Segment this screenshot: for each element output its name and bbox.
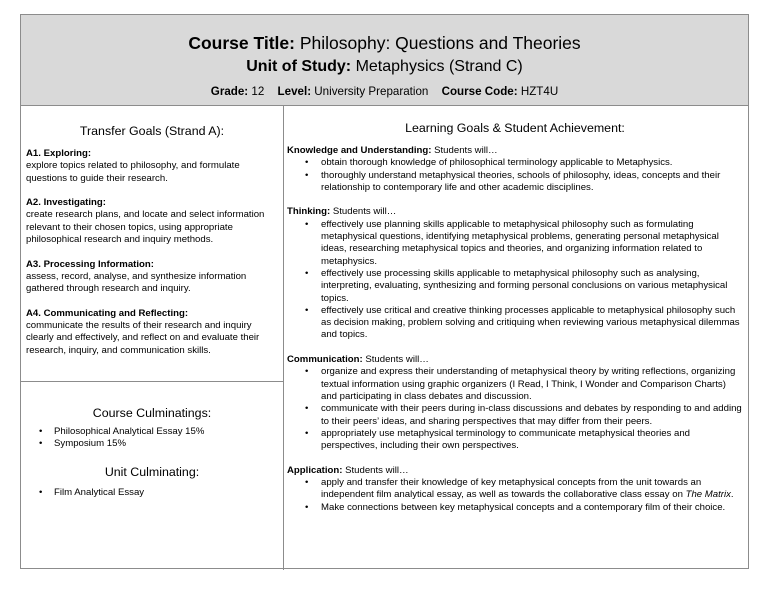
communication-section bbox=[287, 354, 743, 452]
transfer-goal-text: communicate the results of their research and inquiry clearly and effectively, and reflect on and evaluate their research, inquiry, and communication skills. bbox=[26, 320, 260, 356]
grade-label: Grade: bbox=[210, 85, 249, 98]
film-title: The Matrix bbox=[685, 489, 731, 501]
application-lead: Students will… bbox=[342, 464, 409, 476]
list-item: • Philosophical Analytical Essay 15% bbox=[26, 426, 278, 438]
list-item: • Film Analytical Essay bbox=[26, 487, 278, 499]
level-label: Level: bbox=[277, 85, 312, 98]
unit-culminating-list bbox=[26, 487, 278, 499]
transfer-goal-label: A1. Exploring: bbox=[26, 148, 92, 159]
knowledge-label: Knowledge and Understanding: bbox=[287, 145, 432, 156]
thinking-list bbox=[287, 219, 743, 342]
thinking-label: Thinking: bbox=[287, 206, 331, 218]
transfer-goal-a3 bbox=[26, 259, 278, 296]
course-header bbox=[21, 15, 748, 106]
list-item: • organize and express their understanding of metaphysical theory by writing reflections, organizing textual information using graphic organizers (I Read, I Think, I Wonder and Comparison Charts) and participating in class debates and discussion. bbox=[287, 366, 743, 403]
transfer-goals-section bbox=[26, 113, 278, 369]
communication-label: Communication: bbox=[287, 354, 363, 366]
learning-goals-section bbox=[287, 113, 743, 526]
application-section bbox=[287, 465, 743, 514]
course-title-line bbox=[21, 33, 748, 53]
course-code-value: HZT4U bbox=[520, 85, 559, 98]
thinking-section bbox=[287, 206, 743, 341]
transfer-goal-text: explore topics related to philosophy, and formulate questions to guide their research. bbox=[26, 160, 240, 184]
course-code-label: Course Code: bbox=[441, 85, 518, 98]
application-item-end: . bbox=[730, 489, 734, 501]
transfer-goal-label: A3. Processing Information: bbox=[26, 258, 154, 270]
application-item-text: apply and transfer their knowledge of key metaphysical concepts from the unit towards an independent film analytical essay, as well as towards the collaborative class essay on bbox=[321, 477, 702, 501]
list-item: • effectively use critical and creative thinking processes applicable to metaphysical philosophy such as decision making, problem solving and critiquing when reviewing various metaphysical dilemmas and topics. bbox=[287, 305, 743, 342]
communication-lead: Students will… bbox=[362, 354, 429, 366]
list-item: • effectively use planning skills applicable to metaphysical philosophy such as formulating metaphysical questions, identifying metaphysical problems, generating personal metaphysical ideas, researching metaphysical topics and theories, and organizing information related to metaphysics. bbox=[287, 219, 743, 268]
course-title-label: Course Title: bbox=[188, 33, 295, 53]
application-label: Application: bbox=[287, 464, 343, 476]
thinking-lead: Students will… bbox=[330, 206, 397, 218]
document-frame bbox=[20, 14, 749, 569]
transfer-goal-a1 bbox=[26, 148, 278, 185]
knowledge-section bbox=[287, 145, 743, 194]
list-item: • Make connections between key metaphysical concepts and a contemporary film of their choice. bbox=[287, 502, 743, 514]
column-divider bbox=[283, 106, 284, 570]
list-item: • communicate with their peers during in-class discussions and debates by responding to and adding to their peers’ ideas, and sharing perspectives that may differ from their peers. bbox=[287, 403, 743, 428]
course-culminatings-list bbox=[26, 426, 278, 451]
left-section-divider bbox=[21, 381, 283, 382]
transfer-goal-label: A4. Communicating and Reflecting: bbox=[26, 307, 189, 319]
unit-line bbox=[21, 57, 748, 77]
list-item: • effectively use processing skills applicable to metaphysical philosophy such as analysing, interpreting, evaluating, synthesizing and forming personal conclusions on various metaphysical topics. bbox=[287, 268, 743, 305]
transfer-goal-text: create research plans, and locate and select information relevant to their chosen topics, using appropriate philosophical research and inquiry methods. bbox=[26, 209, 265, 246]
course-culminatings-title: Course Culminatings: bbox=[92, 406, 212, 420]
transfer-goal-text: assess, record, analyse, and synthesize information gathered through research and inquiry. bbox=[26, 270, 247, 295]
knowledge-list bbox=[287, 157, 743, 194]
course-info-line bbox=[21, 85, 748, 99]
culminating-section bbox=[26, 393, 278, 499]
communication-list bbox=[287, 366, 743, 452]
grade-value: 12 bbox=[251, 85, 265, 98]
unit-title: Metaphysics (Strand C) bbox=[355, 58, 523, 75]
list-item: • obtain thorough knowledge of philosophical terminology applicable to Metaphysics. bbox=[287, 157, 743, 169]
list-item: • Symposium 15% bbox=[26, 438, 278, 450]
transfer-goals-title: Transfer Goals (Strand A): bbox=[79, 124, 225, 138]
list-item: • thoroughly understand metaphysical theories, schools of philosophy, ideas, concepts and their relationship to contemporary life and other academic disciplines. bbox=[287, 170, 743, 195]
transfer-goal-a4 bbox=[26, 308, 278, 357]
application-list bbox=[287, 477, 743, 514]
transfer-goal-a2 bbox=[26, 197, 278, 246]
learning-goals-title: Learning Goals & Student Achievement: bbox=[405, 121, 625, 135]
level-value: University Preparation bbox=[314, 85, 429, 98]
course-title: Philosophy: Questions and Theories bbox=[299, 33, 581, 53]
transfer-goal-label: A2. Investigating: bbox=[26, 197, 106, 209]
unit-label: Unit of Study: bbox=[246, 58, 352, 75]
list-item: • appropriately use metaphysical terminology to communicate metaphysical theories and perspectives, including their own perspectives. bbox=[287, 428, 743, 453]
list-item bbox=[287, 477, 743, 502]
unit-culminating-title: Unit Culminating: bbox=[104, 464, 200, 479]
knowledge-lead: Students will… bbox=[431, 145, 498, 156]
